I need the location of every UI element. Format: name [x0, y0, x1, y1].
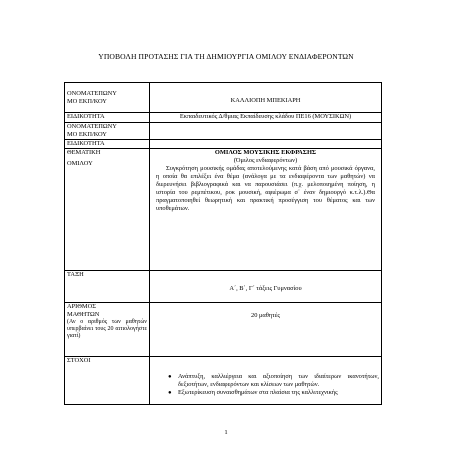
theme-label-line2: ΟΜΙΛΟΥ — [67, 160, 93, 167]
theme-subheading: (Όμιλος ενδιαφερόντων) — [233, 157, 298, 164]
grade-value-cell — [150, 271, 382, 303]
goals-bullet-1-text: Ανάπτυξη, καλλιέργεια και αξιοποίηση των ιδιαίτερων ικανοτήτων, δεξιοτήτων, ενδιαφερόντων και κλίσεων των μαθητών. — [178, 373, 379, 388]
goals-bullet-2-text: Εξωτερίκευση συναισθημάτων στα πλαίσια της καλλιτεχνικής — [178, 389, 338, 396]
teacher1-label — [65, 83, 150, 113]
students-row — [65, 303, 382, 357]
teacher1-label-line2: ΜΟ ΕΚΠ/ΚΟΥ — [67, 98, 107, 105]
document-title: ΥΠΟΒΟΛΗ ΠΡΟΤΑΣΗΣ ΓΙΑ ΤΗ ΔΗΜΙΟΥΡΓΙΑ ΟΜΙΛΟΥ ΕΝΔΙΑΦΕΡΟΝΤΩΝ — [98, 52, 354, 61]
specialty1-value: Εκπαιδευτικός Δ/θμιας Εκπαίδευσης κλάδου ΠΕ16 (ΜΟΥΣΙΚΩΝ) — [150, 113, 382, 123]
teacher1-value: ΚΑΛΛΙΟΠΗ ΜΠΕΚΙΑΡΗ — [230, 97, 301, 104]
goals-bullet-2 — [168, 389, 379, 397]
specialty1-label: ΕΙΔΙΚΟΤΗΤΑ — [65, 113, 150, 123]
theme-description: Συγκρότηση μουσικής ομάδας αποτελούμενης κατά βάση από μουσικά όργανα, η οποία θα επιλέξει ένα θέμα (ανάλογα με τα ενδιαφέροντα των μαθητών) να διερευνήσει βιβλιογραφικά και να παρουσιάσει (π.χ. μελοποιημένη ποίηση, η ιστορία του ρεμπέτικου, ροκ μουσική, αφιέρωμα σ᾿ έναν δημιουργό κ.τ.λ.).Θα πραγματοποιηθεί θεωρητική και πρακτική προσέγγιση του θέματος και των υποθεμάτων. — [156, 165, 375, 212]
specialty2-value — [150, 140, 382, 149]
theme-content-cell — [150, 149, 382, 271]
theme-heading: ΟΜΙΛΟΣ ΜΟΥΣΙΚΗΣ ΕΚΦΡΑΣΗΣ — [214, 149, 317, 156]
goals-label: ΣΤΟΧΟΙ — [65, 357, 150, 405]
grade-label: ΤΑΞΗ — [65, 271, 150, 303]
specialty1-row — [65, 113, 382, 123]
goals-content-cell — [150, 357, 382, 405]
theme-row — [65, 149, 382, 271]
students-value-cell — [150, 303, 382, 357]
bullet-dot-icon: ● — [168, 390, 172, 396]
students-label-line2: ΜΑΘΗΤΩΝ — [67, 311, 100, 318]
grade-value: Α΄, Β΄, Γ΄ τάξεις Γυμνασίου — [229, 285, 302, 292]
students-label-line1: ΑΡΙΘΜΟΣ — [67, 303, 96, 310]
teacher2-value — [150, 123, 382, 140]
theme-label — [65, 149, 150, 271]
specialty2-label: ΕΙΔΙΚΟΤΗΤΑ — [65, 140, 150, 149]
specialty2-row — [65, 140, 382, 149]
students-value: 20 μαθητές — [251, 312, 280, 319]
teacher1-value-cell — [150, 83, 382, 113]
teacher2-label — [65, 123, 150, 140]
students-label — [65, 303, 150, 357]
bullet-dot-icon: ● — [168, 374, 172, 380]
page-number: 1 — [224, 429, 228, 436]
teacher2-label-line2: ΜΟ ΕΚΠ/ΚΟΥ — [67, 131, 107, 138]
grade-row — [65, 271, 382, 303]
students-note: (Αν ο αριθμός των μαθητών υπερβαίνει τους 20 αιτιολογήστε γιατί) — [67, 319, 147, 339]
teacher1-row — [65, 83, 382, 113]
teacher2-row — [65, 123, 382, 140]
theme-label-line1: ΘΕΜΑΤΙΚΗ — [67, 149, 101, 156]
teacher1-label-line1: ΟΝΟΜΑΤΕΠΩΝΥ — [67, 90, 117, 97]
proposal-form-table — [64, 82, 382, 405]
teacher2-label-line1: ΟΝΟΜΑΤΕΠΩΝΥ — [67, 123, 117, 130]
goals-row — [65, 357, 382, 405]
goals-bullet-1 — [168, 373, 379, 389]
